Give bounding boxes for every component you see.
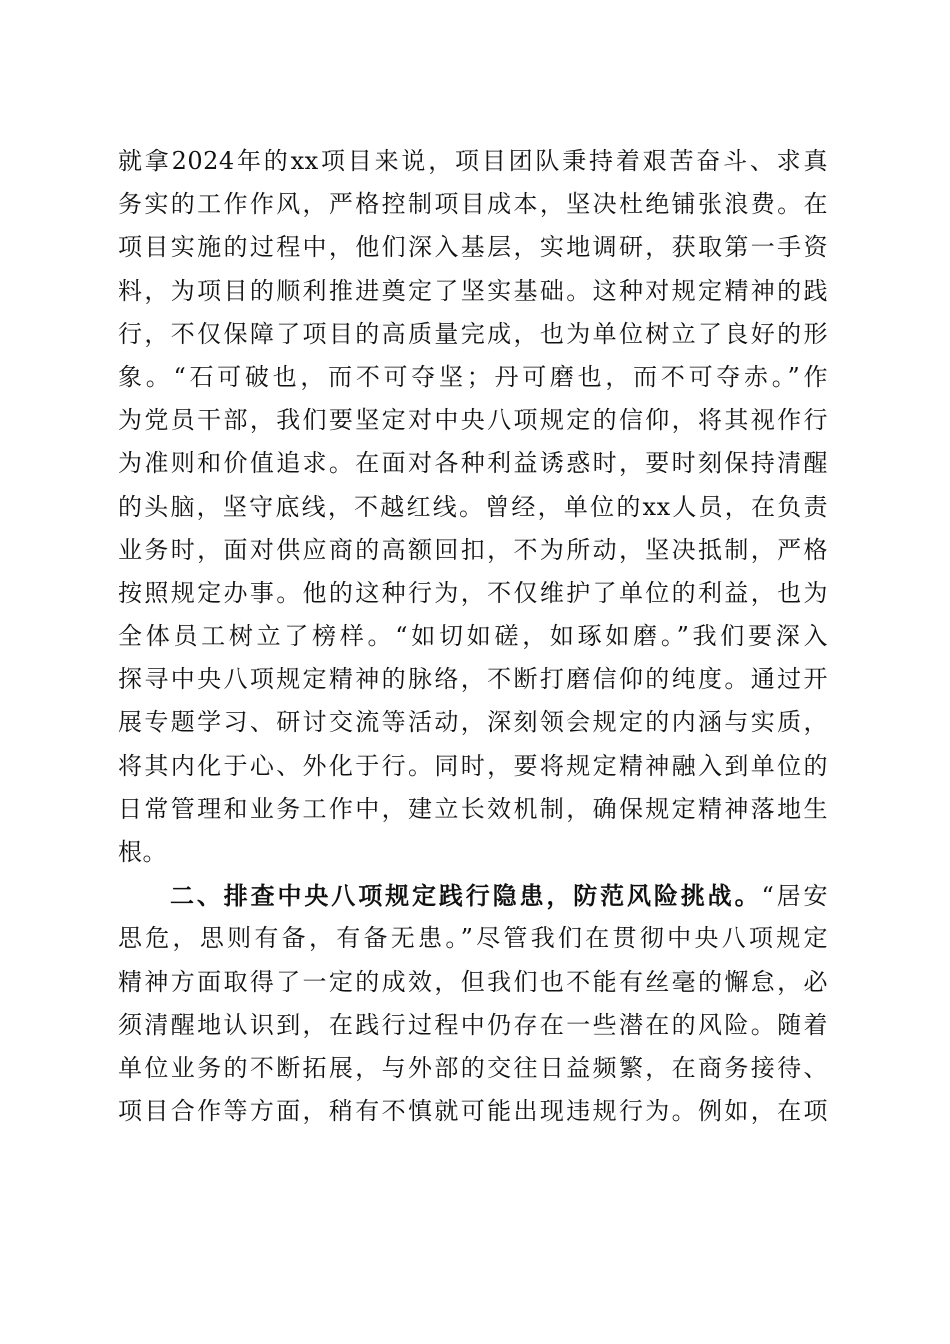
text-line: 项目实施的过程中，他们深入基层，实地调研，获取第一手资: [118, 233, 828, 262]
text-line: 精神方面取得了一定的成效，但我们也不能有丝毫的懈怠，必: [118, 967, 828, 996]
text-line: 日常管理和业务工作中，建立长效机制，确保规定精神落地生: [118, 794, 828, 823]
paragraph-1: [118, 140, 828, 874]
text-line: 务实的工作作风，严格控制项目成本，坚决杜绝铺张浪费。在: [118, 190, 828, 219]
paragraph-2: [118, 874, 828, 1133]
text-line: 行，不仅保障了项目的高质量完成，也为单位树立了良好的形: [118, 319, 828, 348]
section-heading-line: [118, 874, 828, 917]
text-line: 思危，思则有备，有备无患。”尽管我们在贯彻中央八项规定: [118, 924, 828, 953]
text-line: 为党员干部，我们要坚定对中央八项规定的信仰，将其视作行: [118, 406, 828, 435]
text-line: 象。“石可破也，而不可夺坚；丹可磨也，而不可夺赤。”作: [118, 362, 828, 391]
text-line: 料，为项目的顺利推进奠定了坚实基础。这种对规定精神的践: [118, 276, 828, 305]
text-line: 单位业务的不断拓展，与外部的交往日益频繁，在商务接待、: [118, 1053, 828, 1082]
document-body: [118, 140, 828, 1133]
text-line: 按照规定办事。他的这种行为，不仅维护了单位的利益，也为: [118, 578, 828, 607]
text-line: 展专题学习、研讨交流等活动，深刻领会规定的内涵与实质，: [118, 708, 828, 737]
text-line: 就拿2024年的xx项目来说，项目团队秉持着艰苦奋斗、求真: [118, 147, 828, 175]
text-line: 将其内化于心、外化于行。同时，要将规定精神融入到单位的: [118, 751, 828, 780]
text-line: 根。: [118, 838, 167, 866]
text-line: 全体员工树立了榜样。“如切如磋，如琢如磨。”我们要深入: [118, 622, 828, 651]
text-line: 探寻中央八项规定精神的脉络，不断打磨信仰的纯度。通过开: [118, 665, 828, 694]
text-line: 的头脑，坚守底线，不越红线。曾经，单位的xx人员，在负责: [118, 492, 828, 521]
heading-trailing-text: “居安: [761, 882, 828, 911]
text-line: 业务时，面对供应商的高额回扣，不为所动，坚决抵制，严格: [118, 535, 828, 564]
text-line: 为准则和价值追求。在面对各种利益诱惑时，要时刻保持清醒: [118, 449, 828, 478]
text-line: 须清醒地认识到，在践行过程中仍存在一些潜在的风险。随着: [118, 1010, 828, 1039]
section-heading: 二、排查中央八项规定践行隐患，防范风险挑战。: [170, 881, 762, 911]
text-line: 项目合作等方面，稍有不慎就可能出现违规行为。例如，在项: [118, 1097, 828, 1126]
